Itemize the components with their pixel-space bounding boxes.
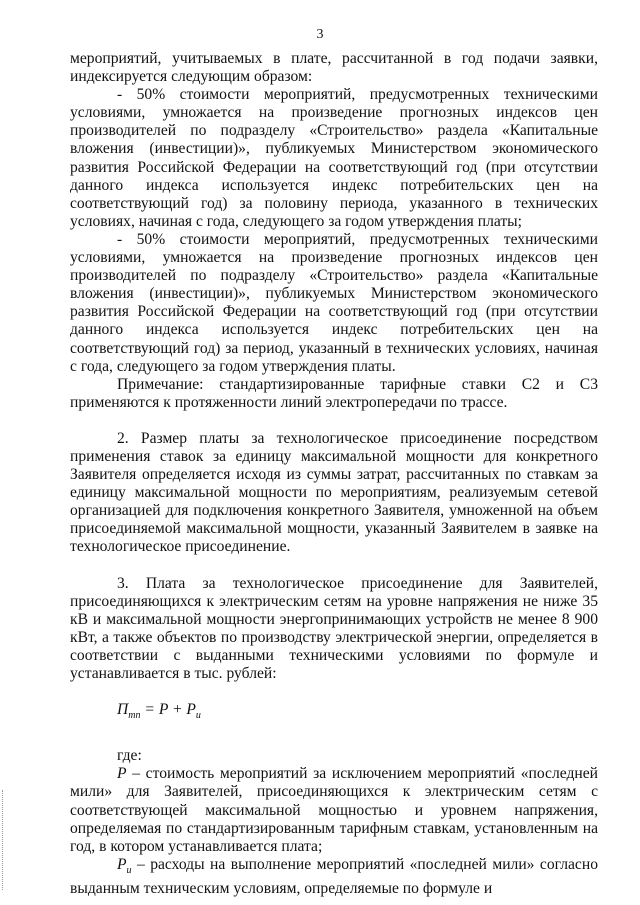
formula-body: = P + P (140, 701, 196, 719)
formula (117, 701, 598, 725)
bullet-item-2: - 50% стоимости мероприятий, предусмотренных техническими условиями, умножается на произведение прогнозных индексов цен производителей по подразделу «Строительство» раздела «Капитальные вложения (инвестиции)», публикуемых Министерством экономического развития Российской Федерации на соответствующий год (при отсутствии данного индекса используется индекс потребительских цен на соответствующий год) за период, указанный в технических условиях, начиная с года, следующего за годом утверждения платы. (70, 230, 598, 375)
bullet-item-1: - 50% стоимости мероприятий, предусмотренных техническими условиями, умножается на произведение прогнозных индексов цен производителей по подразделу «Строительство» раздела «Капитальные вложения (инвестиции)», публикуемых Министерством экономического развития Российской Федерации на соответствующий год (при отсутствии данного индекса используется индекс потребительских цен на соответствующий год) за половину периода, указанного в технических условиях, начиная с года, следующего за годом утверждения платы; (70, 86, 598, 230)
note-paragraph: Примечание: стандартизированные тарифные ставки С2 и С3 применяются к протяженности линий электропередачи по трассе. (70, 375, 598, 411)
definition-pi-letter: P (117, 855, 127, 873)
definition-pi-symbol (117, 855, 132, 876)
document-body (70, 50, 598, 898)
definition-pi (70, 856, 598, 898)
formula-lhs: П (117, 701, 129, 719)
section-3-paragraph: 3. Плата за технологическое присоединение для Заявителей, присоединяющихся к электрическим сетям на уровне напряжения не ниже 35 кВ и максимальной мощности энергопринимающих устройств не менее 8 900 кВт, а также объектов по производству электрической энергии, определяется в соответствии с выданными техническими условиями по формуле и устанавливается в тыс. рублей: (70, 574, 598, 682)
definition-p-symbol: P (117, 765, 127, 783)
formula-lhs-subscript: тп (128, 710, 141, 722)
page-number: 3 (316, 27, 324, 42)
formula-rhs-subscript: и (195, 710, 201, 722)
definition-pi-text: – расходы на выполнение мероприятий «последней мили» согласно выданным техническим условиям, определяемые по формуле и (70, 855, 598, 898)
scan-edge-mark (2, 790, 7, 890)
where-label: где: (117, 747, 142, 765)
paragraph-continuation: мероприятий, учитываемых в плате, рассчитанной в год подачи заявки, индексируется следующим образом: (70, 50, 598, 86)
definition-pi-subscript: и (126, 864, 132, 876)
definition-p (70, 765, 598, 855)
section-2-paragraph: 2. Размер платы за технологическое присоединение посредством применения ставок за единицу максимальной мощности для конкретного Заявителя определяется исходя из суммы затрат, рассчитанных по ставкам за единицу максимальной мощности по мероприятиям, реализуемым сетевой организацией для подключения конкретного Заявителя, умноженной на объем присоединяемой максимальной мощности, указанный Заявителем в заявке на технологическое присоединение. (70, 429, 598, 556)
definition-p-text: – стоимость мероприятий за исключением мероприятий «последней мили» для Заявителей, присоединяющихся к электрическим сетям с соответствующей максимальной мощностью и уровнем напряжения, определяемая по стандартизированным тарифным ставкам, установленным на год, в котором устанавливается плата; (70, 765, 598, 855)
